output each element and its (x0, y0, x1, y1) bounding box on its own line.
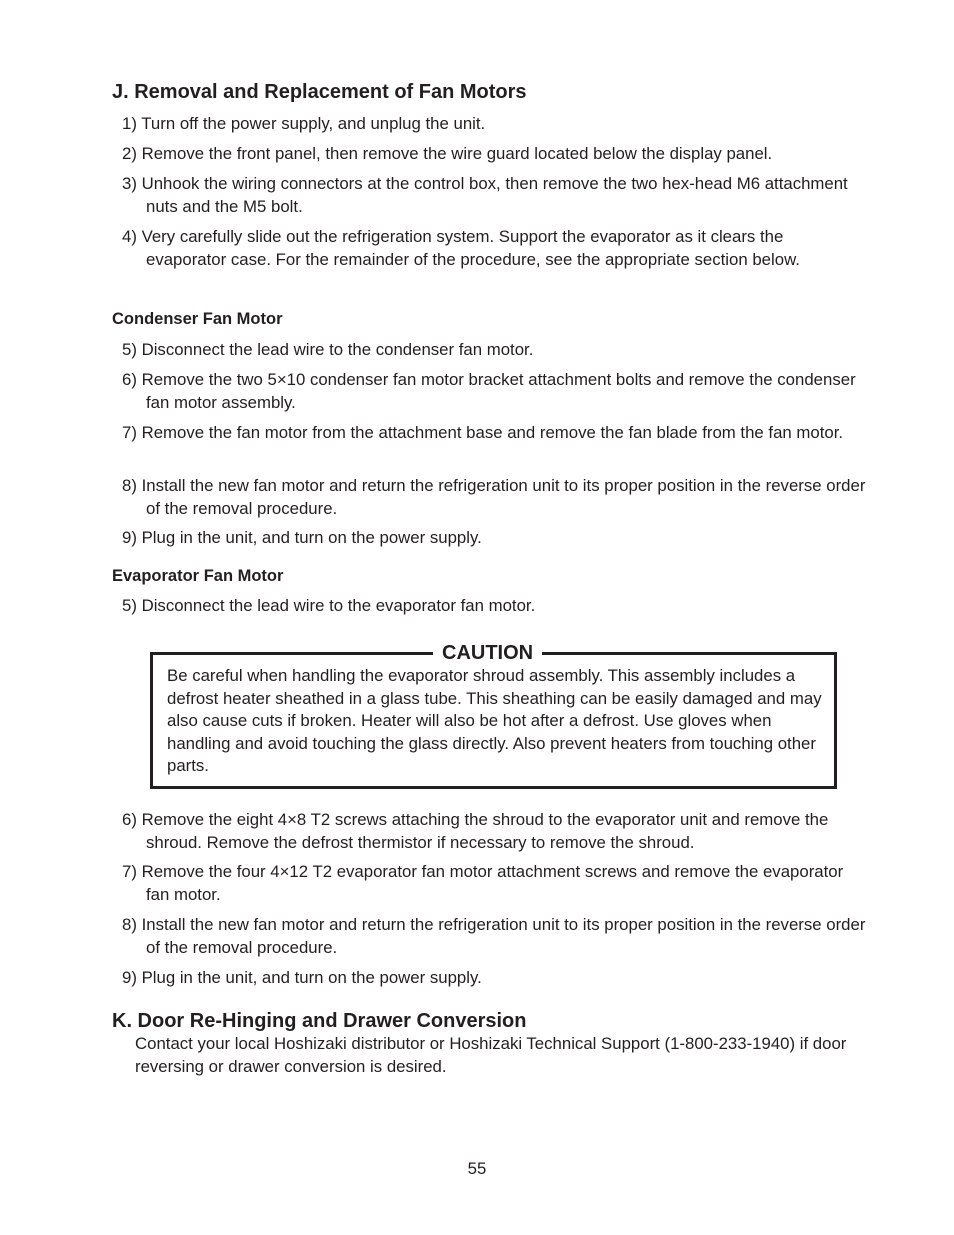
section-j-title: J. Removal and Replacement of Fan Motors (112, 81, 527, 103)
step-condenser-8: 8) Install the new fan motor and return the refrigeration unit to its proper position in the reverse order of the removal procedure. (122, 476, 866, 518)
step-condenser-6: 6) Remove the two 5×10 condenser fan motor bracket attachment bolts and remove the condenser fan motor assembly. (122, 370, 856, 412)
evaporator-fan-motor-title: Evaporator Fan Motor (112, 567, 284, 585)
caution-title: CAUTION (433, 640, 542, 666)
caution-text: Be careful when handling the evaporator shroud assembly. This assembly includes a defrost heater sheathed in a glass tube. This sheathing can be easily damaged and may also cause cuts if broken. Heater will also be hot after a defrost. Use gloves when handling and avoid touching the glass directly. Also prevent heaters from touching other parts. (167, 666, 822, 776)
step-j-1: 1) Turn off the power supply, and unplug the unit. (122, 114, 486, 133)
section-k-title: K. Door Re-Hinging and Drawer Conversion (112, 1010, 527, 1032)
step-condenser-5: 5) Disconnect the lead wire to the condenser fan motor. (122, 340, 534, 359)
page-number: 55 (467, 1159, 487, 1178)
step-j-4: 4) Very carefully slide out the refrigeration system. Support the evaporator as it clears the evaporator case. For the remainder of the procedure, see the appropriate section below. (122, 227, 800, 269)
step-evaporator-7: 7) Remove the four 4×12 T2 evaporator fan motor attachment screws and remove the evaporator fan motor. (122, 862, 844, 904)
step-condenser-9: 9) Plug in the unit, and turn on the power supply. (122, 528, 482, 547)
step-evaporator-8: 8) Install the new fan motor and return the refrigeration unit to its proper position in the reverse order of the removal procedure. (122, 915, 866, 957)
step-evaporator-9: 9) Plug in the unit, and turn on the power supply. (122, 968, 482, 987)
step-condenser-7: 7) Remove the fan motor from the attachment base and remove the fan blade from the fan motor. (122, 423, 844, 442)
condenser-fan-motor-title: Condenser Fan Motor (112, 310, 283, 328)
step-evaporator-6: 6) Remove the eight 4×8 T2 screws attaching the shroud to the evaporator unit and remove the shroud. Remove the defrost thermistor if necessary to remove the shroud. (122, 810, 829, 852)
section-k-text: Contact your local Hoshizaki distributor or Hoshizaki Technical Support (1-800-233-1940) if door reversing or drawer conversion is desired. (135, 1034, 847, 1076)
step-evaporator-5: 5) Disconnect the lead wire to the evaporator fan motor. (122, 596, 536, 615)
step-j-3: 3) Unhook the wiring connectors at the control box, then remove the two hex-head M6 attachment nuts and the M5 bolt. (122, 174, 848, 216)
step-j-2: 2) Remove the front panel, then remove the wire guard located below the display panel. (122, 144, 773, 163)
